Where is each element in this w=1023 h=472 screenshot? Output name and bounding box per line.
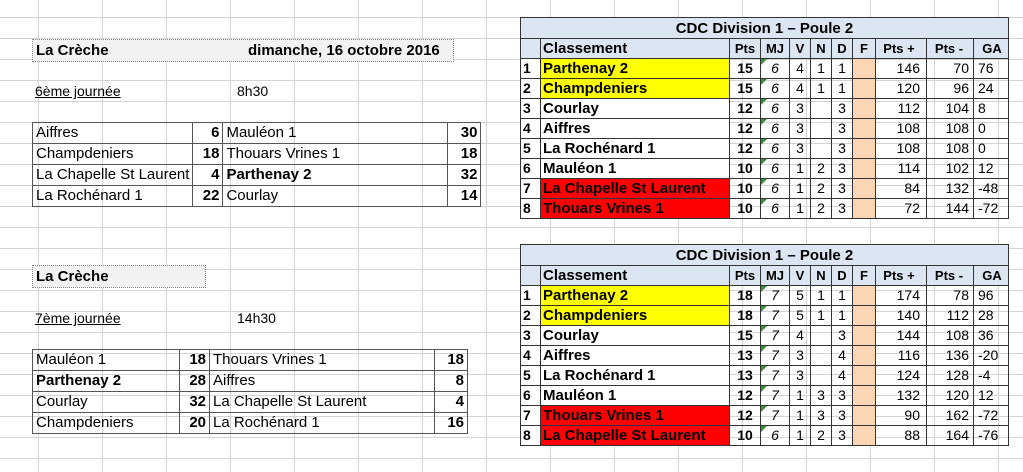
matches-played-cell: 7 xyxy=(761,386,790,406)
matches-played-cell: 7 xyxy=(761,346,790,366)
ranking-row xyxy=(521,326,1009,346)
points-for-cell: 108 xyxy=(876,119,927,139)
home-team-cell: La Rochénard 1 xyxy=(33,186,193,207)
header-rank xyxy=(521,39,541,59)
away-team-cell: Parthenay 2 xyxy=(223,165,448,186)
forfeit-cell xyxy=(853,159,876,179)
home-team-cell: Champdeniers xyxy=(33,144,193,165)
wins-cell: 1 xyxy=(790,406,811,426)
points-against-cell: 132 xyxy=(927,179,974,199)
points-cell: 12 xyxy=(730,99,761,119)
team-cell: Parthenay 2 xyxy=(541,59,730,79)
team-cell: Courlay xyxy=(541,326,730,346)
points-for-cell: 116 xyxy=(876,346,927,366)
ranking-row xyxy=(521,306,1009,326)
draws-cell xyxy=(811,346,832,366)
points-cell: 15 xyxy=(730,326,761,346)
day2-round: 7ème journée xyxy=(35,310,121,326)
rank-cell: 4 xyxy=(521,119,541,139)
rank-cell: 8 xyxy=(521,199,541,219)
away-team-cell: La Chapelle St Laurent xyxy=(210,392,435,413)
draws-cell: 2 xyxy=(811,179,832,199)
losses-cell: 3 xyxy=(832,159,853,179)
rank-cell: 7 xyxy=(521,179,541,199)
ranking-row xyxy=(521,119,1009,139)
home-score-cell: 20 xyxy=(180,413,210,434)
points-against-cell: 120 xyxy=(927,386,974,406)
draws-cell xyxy=(811,366,832,386)
team-cell: Thouars Vrines 1 xyxy=(541,199,730,219)
header-pts-plus: Pts + xyxy=(876,266,927,286)
points-for-cell: 112 xyxy=(876,99,927,119)
goal-average-cell: 0 xyxy=(974,139,1009,159)
losses-cell: 3 xyxy=(832,426,853,446)
forfeit-cell xyxy=(853,406,876,426)
home-score-cell: 32 xyxy=(180,392,210,413)
ranking-row xyxy=(521,346,1009,366)
header-f: F xyxy=(853,266,876,286)
forfeit-cell xyxy=(853,119,876,139)
away-team-cell: Courlay xyxy=(223,186,448,207)
points-cell: 10 xyxy=(730,179,761,199)
team-cell: La Rochénard 1 xyxy=(541,366,730,386)
points-for-cell: 108 xyxy=(876,139,927,159)
points-against-cell: 128 xyxy=(927,366,974,386)
ranking-row xyxy=(521,179,1009,199)
ranking-title: CDC Division 1 – Poule 2 xyxy=(521,245,1009,266)
rank-cell: 7 xyxy=(521,406,541,426)
header-rank xyxy=(521,266,541,286)
rank-cell: 8 xyxy=(521,426,541,446)
away-team-cell: Mauléon 1 xyxy=(223,123,448,144)
rank-cell: 2 xyxy=(521,79,541,99)
header-f: F xyxy=(853,39,876,59)
wins-cell: 4 xyxy=(790,326,811,346)
ranking-row xyxy=(521,199,1009,219)
ranking-row xyxy=(521,286,1009,306)
header-pts-plus: Pts + xyxy=(876,39,927,59)
matches-played-cell: 6 xyxy=(761,426,790,446)
points-for-cell: 84 xyxy=(876,179,927,199)
forfeit-cell xyxy=(853,426,876,446)
day1-round: 6ème journée xyxy=(35,83,121,99)
day2-venue: La Crèche xyxy=(36,268,109,285)
rank-cell: 1 xyxy=(521,59,541,79)
wins-cell: 3 xyxy=(790,366,811,386)
wins-cell: 4 xyxy=(790,79,811,99)
day2-header-box xyxy=(32,265,206,288)
header-classement: Classement xyxy=(541,266,730,286)
matches-played-cell: 6 xyxy=(761,99,790,119)
forfeit-cell xyxy=(853,179,876,199)
header-pts-minus: Pts - xyxy=(927,39,974,59)
ranking-row xyxy=(521,79,1009,99)
header-n: N xyxy=(811,266,832,286)
goal-average-cell: -76 xyxy=(974,426,1009,446)
day1-time: 8h30 xyxy=(237,83,269,99)
goal-average-cell: 8 xyxy=(974,99,1009,119)
points-cell: 10 xyxy=(730,159,761,179)
away-team-cell: Thouars Vrines 1 xyxy=(223,144,448,165)
points-cell: 10 xyxy=(730,199,761,219)
points-for-cell: 114 xyxy=(876,159,927,179)
team-cell: La Rochénard 1 xyxy=(541,139,730,159)
draws-cell xyxy=(811,139,832,159)
team-cell: Mauléon 1 xyxy=(541,159,730,179)
points-for-cell: 72 xyxy=(876,199,927,219)
header-d: D xyxy=(832,266,853,286)
match-row xyxy=(33,186,481,207)
matches-played-cell: 6 xyxy=(761,79,790,99)
header-ga: GA xyxy=(974,39,1009,59)
day1-matches-table xyxy=(32,122,481,207)
rank-cell: 5 xyxy=(521,139,541,159)
matches-played-cell: 7 xyxy=(761,326,790,346)
points-for-cell: 174 xyxy=(876,286,927,306)
away-team-cell: Aiffres xyxy=(210,371,435,392)
points-for-cell: 88 xyxy=(876,426,927,446)
points-for-cell: 140 xyxy=(876,306,927,326)
points-for-cell: 144 xyxy=(876,326,927,346)
away-score-cell: 16 xyxy=(435,413,468,434)
losses-cell: 3 xyxy=(832,386,853,406)
home-team-cell: Champdeniers xyxy=(33,413,180,434)
points-cell: 12 xyxy=(730,139,761,159)
goal-average-cell: -20 xyxy=(974,346,1009,366)
team-cell: La Chapelle St Laurent xyxy=(541,179,730,199)
team-cell: Champdeniers xyxy=(541,79,730,99)
header-n: N xyxy=(811,39,832,59)
ranking-row xyxy=(521,386,1009,406)
home-score-cell: 18 xyxy=(193,144,223,165)
ranking-title-row xyxy=(521,18,1009,39)
day1-date: dimanche, 16 octobre 2016 xyxy=(248,42,440,59)
forfeit-cell xyxy=(853,139,876,159)
away-score-cell: 4 xyxy=(435,392,468,413)
goal-average-cell: 12 xyxy=(974,386,1009,406)
home-score-cell: 4 xyxy=(193,165,223,186)
points-cell: 18 xyxy=(730,306,761,326)
points-cell: 12 xyxy=(730,406,761,426)
rank-cell: 1 xyxy=(521,286,541,306)
rank-cell: 5 xyxy=(521,366,541,386)
away-score-cell: 8 xyxy=(435,371,468,392)
points-cell: 18 xyxy=(730,286,761,306)
losses-cell: 4 xyxy=(832,346,853,366)
wins-cell: 1 xyxy=(790,426,811,446)
team-cell: Courlay xyxy=(541,99,730,119)
wins-cell: 1 xyxy=(790,159,811,179)
points-against-cell: 78 xyxy=(927,286,974,306)
away-score-cell: 18 xyxy=(435,350,468,371)
losses-cell: 3 xyxy=(832,199,853,219)
forfeit-cell xyxy=(853,386,876,406)
points-against-cell: 136 xyxy=(927,346,974,366)
goal-average-cell: -4 xyxy=(974,366,1009,386)
day1-header-box xyxy=(32,39,454,62)
forfeit-cell xyxy=(853,366,876,386)
points-against-cell: 112 xyxy=(927,306,974,326)
points-cell: 13 xyxy=(730,366,761,386)
ranking-row xyxy=(521,159,1009,179)
header-d: D xyxy=(832,39,853,59)
goal-average-cell: 96 xyxy=(974,286,1009,306)
header-mj: MJ xyxy=(761,39,790,59)
team-cell: La Chapelle St Laurent xyxy=(541,426,730,446)
rank-cell: 3 xyxy=(521,99,541,119)
home-score-cell: 28 xyxy=(180,371,210,392)
points-against-cell: 162 xyxy=(927,406,974,426)
points-for-cell: 120 xyxy=(876,79,927,99)
home-score-cell: 22 xyxy=(193,186,223,207)
points-against-cell: 108 xyxy=(927,119,974,139)
match-row xyxy=(33,392,468,413)
ranking-header-row xyxy=(521,266,1009,286)
losses-cell: 3 xyxy=(832,179,853,199)
draws-cell: 2 xyxy=(811,199,832,219)
goal-average-cell: -72 xyxy=(974,406,1009,426)
draws-cell: 1 xyxy=(811,59,832,79)
forfeit-cell xyxy=(853,59,876,79)
matches-played-cell: 6 xyxy=(761,179,790,199)
matches-played-cell: 6 xyxy=(761,139,790,159)
draws-cell: 2 xyxy=(811,159,832,179)
goal-average-cell: 76 xyxy=(974,59,1009,79)
rank-cell: 6 xyxy=(521,386,541,406)
day1-venue: La Crèche xyxy=(36,42,109,59)
points-against-cell: 144 xyxy=(927,199,974,219)
forfeit-cell xyxy=(853,99,876,119)
matches-played-cell: 7 xyxy=(761,306,790,326)
wins-cell: 3 xyxy=(790,346,811,366)
draws-cell: 1 xyxy=(811,286,832,306)
rank-cell: 3 xyxy=(521,326,541,346)
match-row xyxy=(33,144,481,165)
match-row xyxy=(33,165,481,186)
points-cell: 12 xyxy=(730,386,761,406)
goal-average-cell: 36 xyxy=(974,326,1009,346)
losses-cell: 1 xyxy=(832,79,853,99)
points-for-cell: 90 xyxy=(876,406,927,426)
forfeit-cell xyxy=(853,306,876,326)
home-team-cell: Parthenay 2 xyxy=(33,371,180,392)
losses-cell: 3 xyxy=(832,99,853,119)
away-score-cell: 18 xyxy=(448,144,481,165)
header-ga: GA xyxy=(974,266,1009,286)
away-team-cell: La Rochénard 1 xyxy=(210,413,435,434)
losses-cell: 4 xyxy=(832,366,853,386)
away-score-cell: 14 xyxy=(448,186,481,207)
ranking-row xyxy=(521,59,1009,79)
wins-cell: 4 xyxy=(790,59,811,79)
match-row xyxy=(33,350,468,371)
points-for-cell: 124 xyxy=(876,366,927,386)
home-score-cell: 6 xyxy=(193,123,223,144)
ranking-row xyxy=(521,366,1009,386)
forfeit-cell xyxy=(853,326,876,346)
losses-cell: 3 xyxy=(832,139,853,159)
points-for-cell: 146 xyxy=(876,59,927,79)
points-cell: 15 xyxy=(730,79,761,99)
forfeit-cell xyxy=(853,79,876,99)
header-pts: Pts xyxy=(730,39,761,59)
header-classement: Classement xyxy=(541,39,730,59)
away-score-cell: 32 xyxy=(448,165,481,186)
day2-matches-table xyxy=(32,349,468,434)
home-team-cell: Aiffres xyxy=(33,123,193,144)
away-score-cell: 30 xyxy=(448,123,481,144)
ranking-table-1 xyxy=(520,17,1009,219)
ranking-title-row xyxy=(521,245,1009,266)
points-cell: 13 xyxy=(730,346,761,366)
wins-cell: 3 xyxy=(790,139,811,159)
home-score-cell: 18 xyxy=(180,350,210,371)
forfeit-cell xyxy=(853,199,876,219)
goal-average-cell: 24 xyxy=(974,79,1009,99)
home-team-cell: La Chapelle St Laurent xyxy=(33,165,193,186)
draws-cell: 3 xyxy=(811,406,832,426)
header-v: V xyxy=(790,266,811,286)
losses-cell: 1 xyxy=(832,286,853,306)
draws-cell: 1 xyxy=(811,306,832,326)
forfeit-cell xyxy=(853,286,876,306)
wins-cell: 1 xyxy=(790,386,811,406)
points-against-cell: 70 xyxy=(927,59,974,79)
rank-cell: 4 xyxy=(521,346,541,366)
team-cell: Champdeniers xyxy=(541,306,730,326)
team-cell: Parthenay 2 xyxy=(541,286,730,306)
header-pts: Pts xyxy=(730,266,761,286)
goal-average-cell: 28 xyxy=(974,306,1009,326)
draws-cell: 2 xyxy=(811,426,832,446)
points-against-cell: 108 xyxy=(927,326,974,346)
draws-cell xyxy=(811,99,832,119)
draws-cell xyxy=(811,326,832,346)
ranking-row xyxy=(521,426,1009,446)
goal-average-cell: 12 xyxy=(974,159,1009,179)
header-v: V xyxy=(790,39,811,59)
points-against-cell: 164 xyxy=(927,426,974,446)
home-team-cell: Courlay xyxy=(33,392,180,413)
ranking-header-row xyxy=(521,39,1009,59)
points-cell: 10 xyxy=(730,426,761,446)
team-cell: Thouars Vrines 1 xyxy=(541,406,730,426)
match-row xyxy=(33,413,468,434)
matches-played-cell: 6 xyxy=(761,59,790,79)
rank-cell: 2 xyxy=(521,306,541,326)
team-cell: Aiffres xyxy=(541,346,730,366)
wins-cell: 1 xyxy=(790,179,811,199)
losses-cell: 3 xyxy=(832,406,853,426)
points-for-cell: 132 xyxy=(876,386,927,406)
ranking-table-2 xyxy=(520,244,1009,446)
losses-cell: 1 xyxy=(832,306,853,326)
team-cell: Mauléon 1 xyxy=(541,386,730,406)
header-mj: MJ xyxy=(761,266,790,286)
points-against-cell: 96 xyxy=(927,79,974,99)
wins-cell: 5 xyxy=(790,306,811,326)
losses-cell: 3 xyxy=(832,326,853,346)
draws-cell xyxy=(811,119,832,139)
matches-played-cell: 7 xyxy=(761,406,790,426)
ranking-title: CDC Division 1 – Poule 2 xyxy=(521,18,1009,39)
day2-time: 14h30 xyxy=(237,310,276,326)
team-cell: Aiffres xyxy=(541,119,730,139)
points-against-cell: 108 xyxy=(927,139,974,159)
wins-cell: 3 xyxy=(790,99,811,119)
matches-played-cell: 6 xyxy=(761,119,790,139)
points-against-cell: 102 xyxy=(927,159,974,179)
matches-played-cell: 7 xyxy=(761,366,790,386)
losses-cell: 3 xyxy=(832,119,853,139)
points-cell: 15 xyxy=(730,59,761,79)
matches-played-cell: 6 xyxy=(761,159,790,179)
goal-average-cell: 0 xyxy=(974,119,1009,139)
match-row xyxy=(33,123,481,144)
rank-cell: 6 xyxy=(521,159,541,179)
losses-cell: 1 xyxy=(832,59,853,79)
wins-cell: 1 xyxy=(790,199,811,219)
home-team-cell: Mauléon 1 xyxy=(33,350,180,371)
goal-average-cell: -72 xyxy=(974,199,1009,219)
away-team-cell: Thouars Vrines 1 xyxy=(210,350,435,371)
wins-cell: 5 xyxy=(790,286,811,306)
matches-played-cell: 7 xyxy=(761,286,790,306)
points-against-cell: 104 xyxy=(927,99,974,119)
draws-cell: 1 xyxy=(811,79,832,99)
ranking-row xyxy=(521,139,1009,159)
goal-average-cell: -48 xyxy=(974,179,1009,199)
forfeit-cell xyxy=(853,346,876,366)
ranking-row xyxy=(521,99,1009,119)
wins-cell: 3 xyxy=(790,119,811,139)
ranking-row xyxy=(521,406,1009,426)
draws-cell: 3 xyxy=(811,386,832,406)
matches-played-cell: 6 xyxy=(761,199,790,219)
match-row xyxy=(33,371,468,392)
header-pts-minus: Pts - xyxy=(927,266,974,286)
points-cell: 12 xyxy=(730,119,761,139)
